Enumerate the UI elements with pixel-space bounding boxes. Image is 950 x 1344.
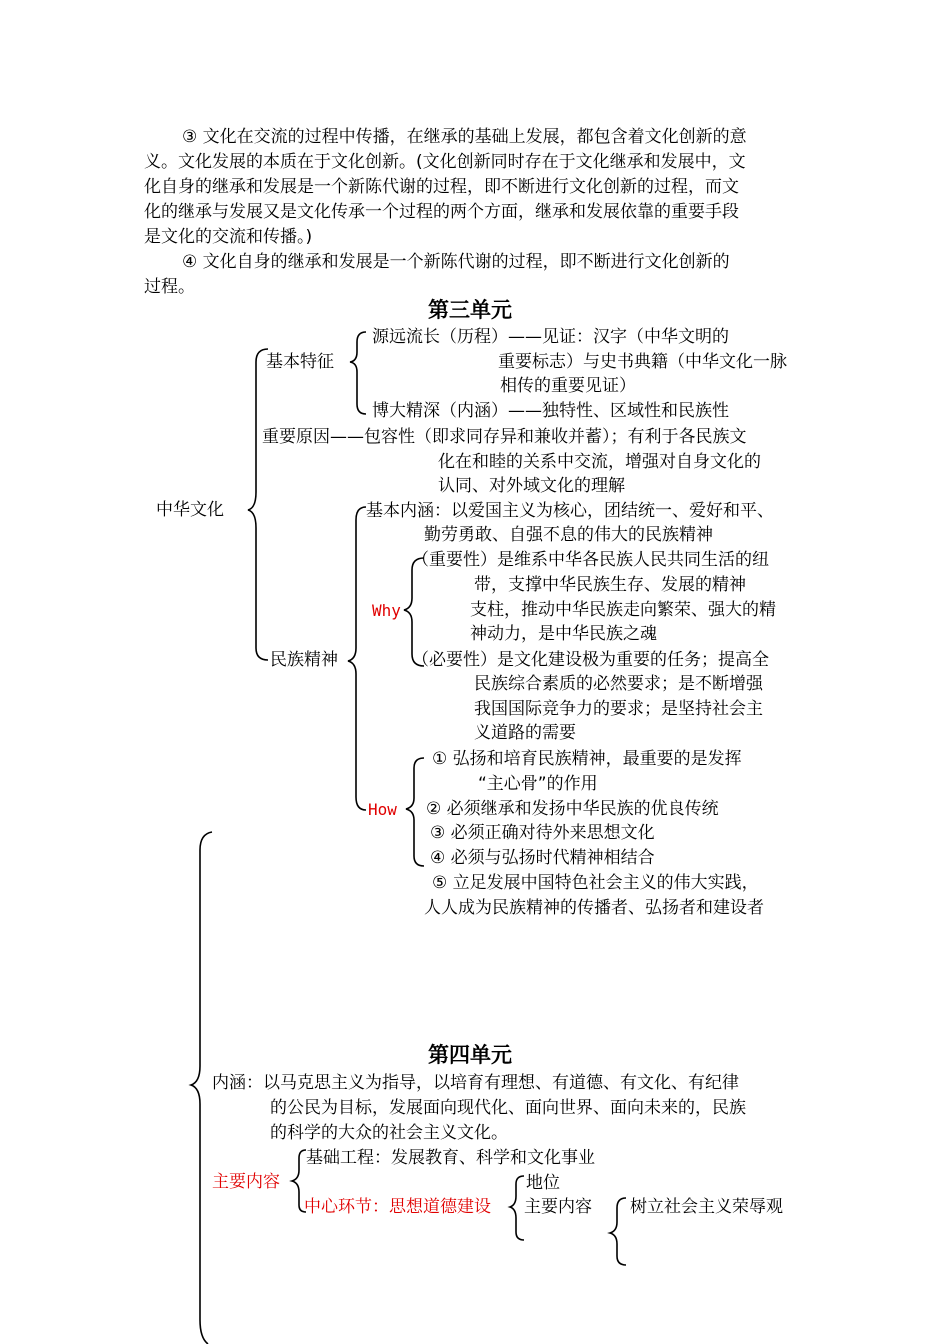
feature-line-4: 博大精深（内涵）——独特性、区域性和民族性 (372, 401, 729, 421)
how-label: How (368, 800, 397, 819)
basic-features-label: 基本特征 (266, 352, 334, 372)
unit3-title: 第三单元 (428, 297, 512, 322)
spirit-brace (348, 507, 366, 810)
how-line-2: “主心骨”的作用 (478, 774, 598, 794)
why-line-3: 支柱，推动中华民族走向繁荣、强大的精 (470, 600, 776, 620)
center-link-line: 中心环节：思想道德建设 (304, 1197, 491, 1217)
intro-p3-line-1: ③ 文化在交流的过程中传播，在继承的基础上发展，都包含着文化创新的意 (182, 127, 747, 147)
spirit-content-line-2: 勤劳勇敢、自强不息的伟大的民族精神 (424, 525, 713, 545)
spirit-content-line-1: 基本内涵：以爱国主义为核心，团结统一、爱好和平、 (366, 501, 774, 521)
why-label: Why (372, 601, 401, 620)
unit4-title: 第四单元 (428, 1042, 512, 1067)
why-line-5: （必要性）是文化建设极为重要的任务；提高全 (412, 650, 769, 670)
how-line-1: ① 弘扬和培育民族精神，最重要的是发挥 (432, 749, 742, 769)
spirit-label: 民族精神 (270, 650, 338, 670)
connotation-line-1: 内涵：以马克思主义为指导，以培育有理想、有道德、有文化、有纪律 (212, 1073, 739, 1093)
how-line-5: ④ 必须与弘扬时代精神相结合 (430, 848, 655, 868)
why-line-1: （重要性）是维系中华各民族人民共同生活的纽 (412, 550, 769, 570)
reason-line-1: 重要原因——包容性（即求同存异和兼收并蓄）；有利于各民族文 (262, 427, 747, 447)
feature-line-2: 重要标志）与史书典籍（中华文化一脉 (498, 352, 787, 372)
unit3-root: 中华文化 (156, 500, 224, 520)
position-label: 地位 (526, 1173, 560, 1193)
how-line-4: ③ 必须正确对待外来思想文化 (430, 823, 655, 843)
intro-p4-line-2: 过程。 (144, 277, 195, 297)
how-brace (406, 758, 424, 866)
root-brace (248, 349, 268, 660)
intro-p3-line-5: 是文化的交流和传播。) (144, 227, 313, 247)
unit4-brace (191, 832, 212, 1344)
connotation-line-3: 的科学的大众的社会主义文化。 (270, 1123, 508, 1143)
honor-line: 树立社会主义荣辱观 (630, 1197, 783, 1217)
how-line-7: 人人成为民族精神的传播者、弘扬者和建设者 (424, 898, 764, 918)
why-line-6: 民族综合素质的必然要求；是不断增强 (474, 674, 763, 694)
feature-line-1: 源远流长（历程）——见证：汉字（中华文明的 (372, 327, 729, 347)
why-line-8: 义道路的需要 (474, 723, 576, 743)
foundation-line: 基础工程：发展教育、科学和文化事业 (306, 1148, 595, 1168)
why-line-4: 神动力，是中华民族之魂 (470, 624, 657, 644)
how-line-6: ⑤ 立足发展中国特色社会主义的伟大实践， (432, 873, 759, 893)
reason-line-2: 化在和睦的关系中交流，增强对自身文化的 (438, 452, 761, 472)
why-line-2: 带，支撑中华民族生存、发展的精神 (474, 575, 746, 595)
connotation-line-2: 的公民为目标，发展面向现代化、面向世界、面向未来的，民族 (270, 1098, 746, 1118)
intro-p3-line-2: 义。文化发展的本质在于文化创新。(文化创新同时存在于文化继承和发展中，文 (144, 152, 746, 172)
intro-p3-line-3: 化自身的继承和发展是一个新陈代谢的过程，即不断进行文化创新的过程，而文 (144, 177, 739, 197)
intro-p3-line-4: 化的继承与发展又是文化传承一个过程的两个方面，继承和发展依靠的重要手段 (144, 202, 739, 222)
reason-line-3: 认同、对外域文化的理解 (438, 476, 625, 496)
intro-p4-line-1: ④ 文化自身的继承和发展是一个新陈代谢的过程，即不断进行文化创新的 (182, 252, 730, 272)
how-line-3: ② 必须继承和发扬中华民族的优良传统 (426, 799, 719, 819)
why-line-7: 我国国际竞争力的要求；是坚持社会主 (474, 699, 763, 719)
honor-brace (610, 1198, 626, 1265)
center-brace (510, 1176, 524, 1240)
features-brace (350, 332, 366, 414)
main-content-label: 主要内容 (212, 1172, 280, 1192)
main-content-sub-label: 主要内容 (524, 1197, 592, 1217)
feature-line-3: 相传的重要见证） (500, 376, 636, 396)
